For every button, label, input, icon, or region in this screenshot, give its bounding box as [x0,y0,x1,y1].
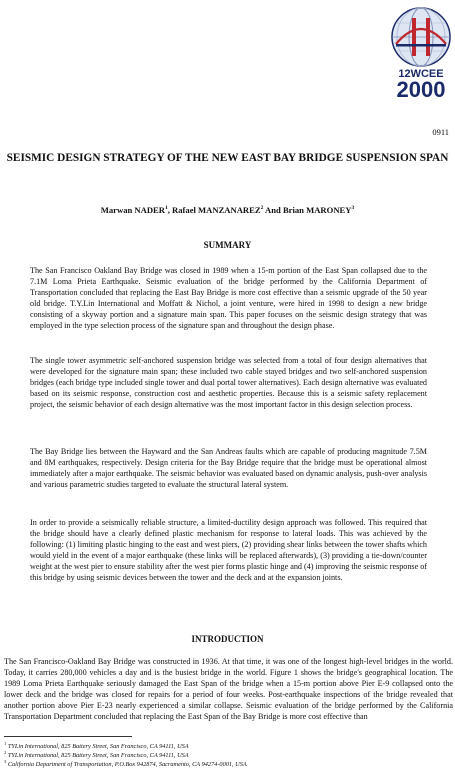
summary-paragraph-4: In order to provide a seismically reliable structure, a limited-ductility design approach was followed. This required that the bridge should have a clearly defined plastic mechanism for response to lateral loads. This was achieved by the following: (1) limiting plastic hinging to the east and west piers, (2) providing shear links between the tower shafts which would yield in the event of a major earthquake (these links will be replaced afterwards), (3) providing a tie-down/counter weight at the west pier to ensure stability after the west pier forms plastic hinge and (4) improving the seismic response of this bridge by using seismic devices between the tower and the deck and at the expansion joints. [30,518,427,583]
summary-paragraph-3: The Bay Bridge lies between the Hayward and the San Andreas faults which are capable of producing magnitude 7.5M and 8M earthquakes, respectively. Design criteria for the Bay Bridge require that the bridge must be operational almost immediately after a major earthquake. The seismic behavior was evaluated based on dynamic analysis, push-over analysis and various parametric studies targeted to evaluate the structural lateral system. [30,447,427,490]
logo-year-text: 2000 [396,77,446,102]
author-first-name: Rafael [172,205,199,215]
footnote-number: 2 [4,750,7,755]
footnote [4,758,247,769]
introduction-paragraph: The San Francisco-Oakland Bay Bridge was constructed in 1936. At that time, it was one of the longest high-level bridges in the world. Today, it carries 280,000 vehicles a day and is the busiest bridge in the world. Figure 1 shows the bridge's geographical location. The 1989 Loma Prieta Earthquake seriously damaged the East Span of the bridge when a 15-m portion above Pier E-9 collapsed onto the lower deck and the bridge was closed for repairs for a period of four weeks. Post-earthquake inspections of the bridge revealed that another portion above Pier E-23 nearly experienced a similar collapse. Seismic evaluation of the bridge performed by the California Transportation Department concluded that replacing the East Span of the Bay Bridge is more cost effective than [4,657,453,722]
footnote-number: 3 [4,759,7,764]
author-affiliation-mark: 2 [260,205,264,212]
author-last-name: MARONEY [306,205,352,215]
introduction-heading: INTRODUCTION [191,634,264,644]
globe-icon [390,6,452,68]
author-first-name: Brian [282,205,307,215]
footnote-rule [4,736,132,737]
author-affiliation-mark: 1 [164,205,168,212]
footnote-text: TYLin International, 825 Battery Street, San Francisco, CA 94111, USA [7,752,189,760]
conference-logo [390,6,452,104]
summary-heading: SUMMARY [203,240,252,250]
author-last-name: MANZANAREZ [198,205,261,215]
paper-title: SEISMIC DESIGN STRATEGY OF THE NEW EAST BAY BRIDGE SUSPENSION SPAN [6,152,449,164]
summary-paragraph-2: The single tower asymmetric self-anchored suspension bridge was selected from a total of four design alternatives that were developed for the signature main span; these included two cable stayed bridges and two self-anchored suspension bridges (each bridge type included single tower and dual portal tower alternatives). Each design alternative was evaluated based on its seismic response, construction cost and aesthetic properties. Because this is a seismic safety replacement project, the seismic behavior of each design alternative was the most important factor in this design selection process. [30,356,427,410]
footnote-text: California Department of Transportation, P.O.Box 942874, Sacramento, CA 94274-0001, USA [7,761,247,769]
author-line [0,205,455,215]
footnote-text: TYLin International, 825 Battery Street, San Francisco, CA 94111, USA [7,743,189,751]
author-first-name: Marwan [100,205,135,215]
paper-number: 0911 [432,127,449,137]
footnote-number: 1 [4,741,7,746]
author-last-name: NADER [134,205,165,215]
author-separator: And [263,205,283,215]
logo-wcee-text: 12WCEE [398,68,444,80]
author-affiliation-mark: 3 [351,205,355,212]
author-separator: , [167,205,173,215]
summary-paragraph-1: The San Francisco Oakland Bay Bridge was closed in 1989 when a 15-m portion of the East Span collapsed due to the 7.1M Loma Prieta Earthquake. Seismic evaluation of the bridge performed by the California Department of Transportation concluded that replacing the East Bay Bridge is more cost effective than a seismic upgrade of the 50 year old bridge. T.Y.Lin International and Moffatt & Nichol, a joint venture, were hired in 1998 to design a new bridge consisting of a skyway portion and a signature main span. This paper focuses on the seismic design strategy that was employed in the type selection process of the signature span and throughout the design phase. [30,266,427,331]
